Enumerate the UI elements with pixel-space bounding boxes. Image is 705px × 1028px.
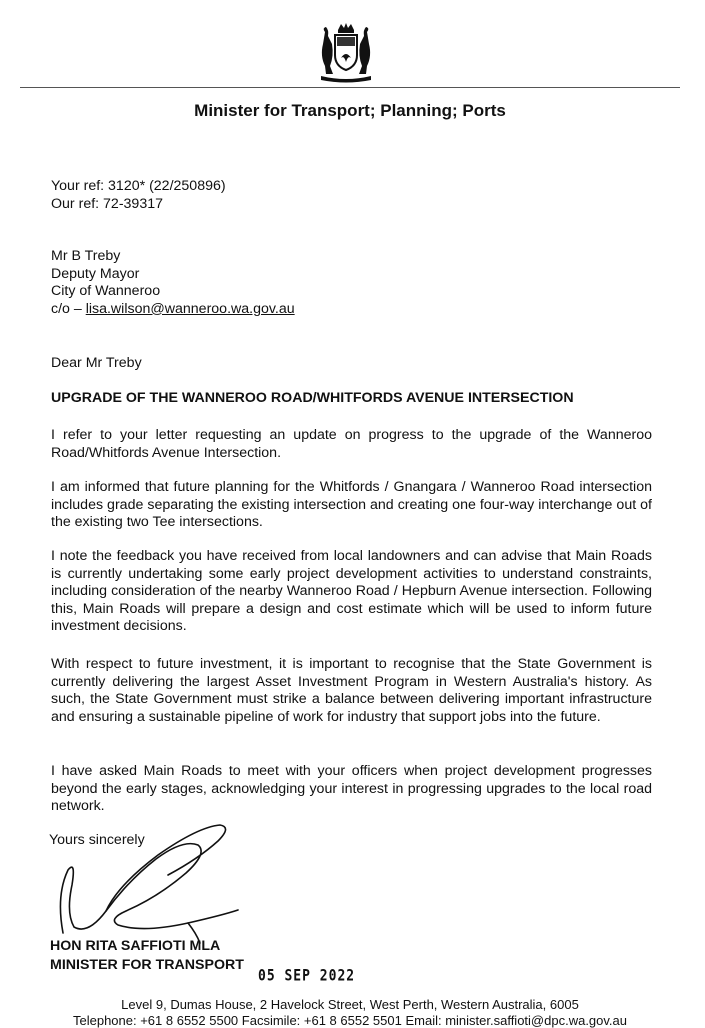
footer-address: Level 9, Dumas House, 2 Havelock Street, West Perth, Western Australia, 6005 bbox=[121, 997, 579, 1012]
references bbox=[51, 178, 226, 213]
subject-heading: UPGRADE OF THE WANNEROO ROAD/WHITFORDS AVENUE INTERSECTION bbox=[51, 390, 574, 406]
coat-of-arms-icon bbox=[313, 22, 379, 84]
recipient-organisation: City of Wanneroo bbox=[51, 283, 161, 300]
body-paragraph: I am informed that future planning for the Whitfords / Gnangara / Wanneroo Road intersection includes grade separating the existing intersection and creating one four-way interchange out of the existing two Tee intersections. bbox=[51, 479, 652, 531]
body-paragraph: I have asked Main Roads to meet with your officers when project development progresses beyond the early stages, acknowledging your interest in progressing upgrades to the local road network. bbox=[51, 763, 652, 815]
signatory-role: MINISTER FOR TRANSPORT bbox=[50, 957, 244, 973]
recipient-name: Mr B Treby bbox=[51, 248, 121, 264]
body-paragraph: I refer to your letter requesting an update on progress to the upgrade of the Wanneroo Road/Whitfords Avenue Intersection. bbox=[51, 427, 652, 461]
closing: Yours sincerely bbox=[49, 832, 145, 848]
recipient-care-of bbox=[51, 301, 295, 319]
handwritten-signature bbox=[48, 815, 248, 955]
signatory-name: HON RITA SAFFIOTI MLA bbox=[50, 938, 221, 954]
date-stamp: 05 SEP 2022 bbox=[258, 967, 356, 986]
minister-title: Minister for Transport; Planning; Ports bbox=[194, 101, 506, 120]
recipient-email-link[interactable]: lisa.wilson@wanneroo.wa.gov.au bbox=[85, 300, 295, 317]
salutation: Dear Mr Treby bbox=[51, 355, 142, 371]
recipient-position: Deputy Mayor bbox=[51, 265, 140, 282]
recipient-address bbox=[51, 248, 295, 318]
footer-contact: Telephone: +61 8 6552 5500 Facsimile: +61 8 6552 5501 Email: minister.saffioti@dpc.wa.gov.au bbox=[72, 1013, 627, 1028]
our-reference: Our ref: 72-39317 bbox=[51, 195, 163, 212]
your-reference: Your ref: 3120* (22/250896) bbox=[51, 178, 226, 194]
body-paragraph: I note the feedback you have received from local landowners and can advise that Main Roads is currently undertaking some early project development activities to understand constraints, including consideration of the nearby Wanneroo Road / Hepburn Avenue intersection. Following this, Main Roads will prepare a design and cost estimate which will be used to inform future investment decisions. bbox=[51, 548, 652, 635]
body-paragraph: With respect to future investment, it is important to recognise that the State Government is currently delivering the largest Asset Investment Program in Western Australia's history. As such, the State Government must strike a balance between delivering important infrastructure and ensuring a sustainable pipeline of work for industry that support jobs into the future. bbox=[51, 656, 652, 725]
care-of-prefix: c/o – bbox=[51, 300, 86, 317]
letterhead-divider bbox=[20, 87, 680, 88]
